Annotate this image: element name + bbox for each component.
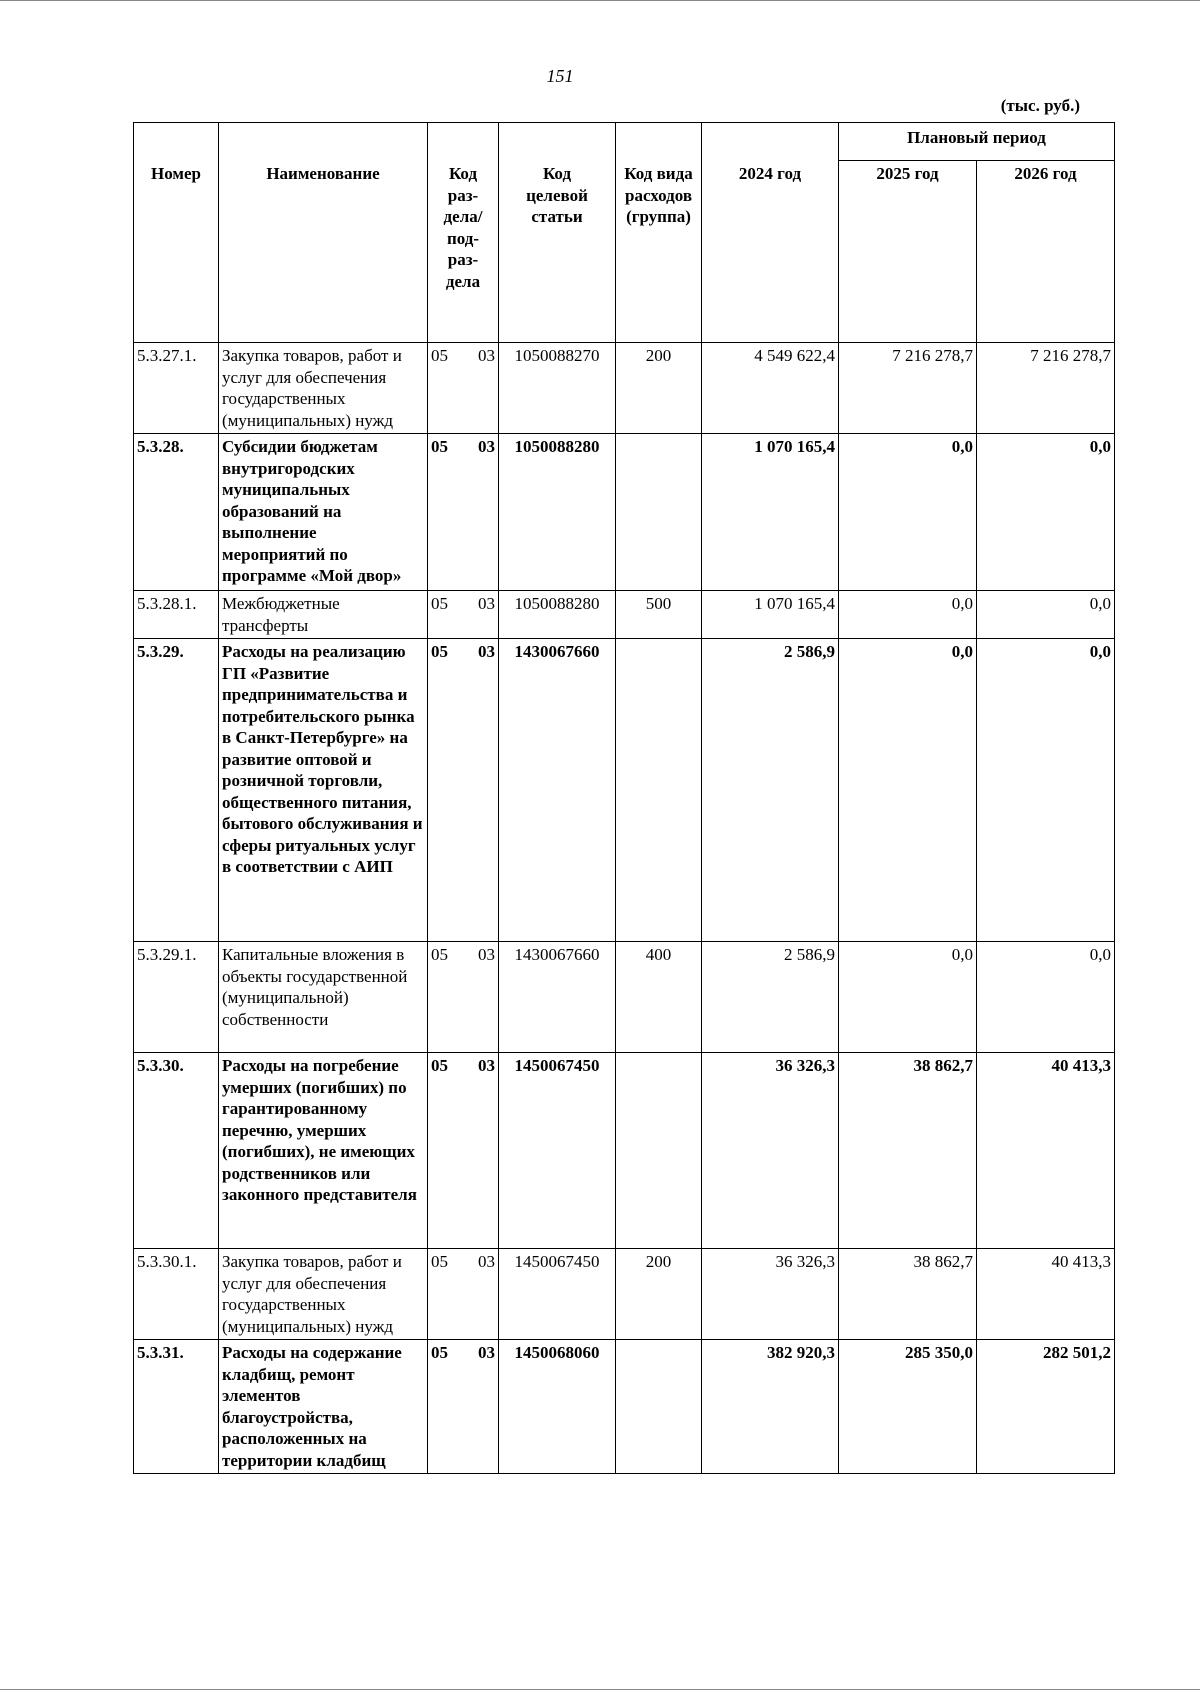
table-row [134, 591, 1115, 639]
row-value-2025: 0,0 [839, 942, 977, 1053]
table-row [134, 1053, 1115, 1249]
row-value-2026: 0,0 [977, 434, 1115, 591]
row-value-2026: 40 413,3 [977, 1249, 1115, 1340]
table-body [134, 343, 1115, 1474]
table-header [134, 123, 1115, 343]
header-2026: 2026 год [977, 161, 1115, 343]
row-name: Закупка товаров, работ и услуг для обеспечения государственных (муниципальных) нужд [219, 1249, 428, 1340]
row-section-code [428, 343, 499, 434]
header-expense-type: Код вида расходов (группа) [616, 123, 702, 343]
units-label: (тыс. руб.) [1000, 96, 1080, 115]
row-subsection: 03 [478, 346, 495, 365]
row-target-code: 1450067450 [499, 1249, 616, 1340]
row-number: 5.3.28. [134, 434, 219, 591]
scan-top-edge [0, 0, 1200, 1]
row-value-2024: 36 326,3 [702, 1053, 839, 1249]
header-number: Номер [134, 123, 219, 343]
budget-table [133, 122, 1115, 1474]
row-value-2025: 38 862,7 [839, 1053, 977, 1249]
row-subsection: 03 [478, 1252, 495, 1271]
row-target-code: 1050088280 [499, 434, 616, 591]
row-name: Закупка товаров, работ и услуг для обеспечения государственных (муниципальных) нужд [219, 343, 428, 434]
header-2024: 2024 год [702, 123, 839, 343]
row-value-2026: 0,0 [977, 942, 1115, 1053]
row-expense-type [616, 1053, 702, 1249]
row-target-code: 1050088280 [499, 591, 616, 639]
row-value-2025: 285 350,0 [839, 1340, 977, 1474]
header-target-code: Код целевой статьи [499, 123, 616, 343]
row-section: 05 [431, 437, 448, 456]
row-value-2024: 1 070 165,4 [702, 591, 839, 639]
row-value-2024: 36 326,3 [702, 1249, 839, 1340]
row-value-2025: 7 216 278,7 [839, 343, 977, 434]
row-section-code [428, 591, 499, 639]
row-value-2025: 0,0 [839, 639, 977, 942]
row-value-2025: 0,0 [839, 434, 977, 591]
header-planned-period: Плановый период [839, 123, 1115, 161]
row-value-2024: 382 920,3 [702, 1340, 839, 1474]
row-name: Капитальные вложения в объекты государственной (муниципальной) собственности [219, 942, 428, 1053]
row-value-2024: 2 586,9 [702, 942, 839, 1053]
row-section-code [428, 434, 499, 591]
row-section-code [428, 1053, 499, 1249]
row-expense-type: 200 [616, 1249, 702, 1340]
row-name: Субсидии бюджетам внутригородских муниципальных образований на выполнение мероприятий по программе «Мой двор» [219, 434, 428, 591]
row-number: 5.3.29. [134, 639, 219, 942]
row-value-2024: 1 070 165,4 [702, 434, 839, 591]
table-row [134, 1340, 1115, 1474]
table-row [134, 434, 1115, 591]
row-expense-type [616, 639, 702, 942]
row-section: 05 [431, 1056, 448, 1075]
row-section-code [428, 1340, 499, 1474]
row-value-2026: 0,0 [977, 591, 1115, 639]
row-expense-type: 400 [616, 942, 702, 1053]
page-number: 151 [546, 66, 574, 86]
row-subsection: 03 [478, 594, 495, 613]
row-value-2024: 2 586,9 [702, 639, 839, 942]
row-value-2026: 0,0 [977, 639, 1115, 942]
row-number: 5.3.30. [134, 1053, 219, 1249]
table-row [134, 343, 1115, 434]
row-value-2025: 38 862,7 [839, 1249, 977, 1340]
row-section-code [428, 639, 499, 942]
row-value-2026: 282 501,2 [977, 1340, 1115, 1474]
row-value-2026: 7 216 278,7 [977, 343, 1115, 434]
header-name: Наименование [219, 123, 428, 343]
row-section-code [428, 1249, 499, 1340]
row-target-code: 1450068060 [499, 1340, 616, 1474]
row-section: 05 [431, 1343, 448, 1362]
row-number: 5.3.29.1. [134, 942, 219, 1053]
row-number: 5.3.28.1. [134, 591, 219, 639]
row-section-code [428, 942, 499, 1053]
row-section: 05 [431, 945, 448, 964]
row-subsection: 03 [478, 945, 495, 964]
row-section: 05 [431, 594, 448, 613]
row-section: 05 [431, 1252, 448, 1271]
row-number: 5.3.31. [134, 1340, 219, 1474]
table-row [134, 942, 1115, 1053]
row-subsection: 03 [478, 642, 495, 661]
row-name: Расходы на реализацию ГП «Развитие предпринимательства и потребительского рынка в Санкт-Петербурге» на развитие оптовой и розничной торговли, общественного питания, бытового обслуживания и сферы ритуальных услуг в соответствии с АИП [219, 639, 428, 942]
row-expense-type: 200 [616, 343, 702, 434]
row-subsection: 03 [478, 437, 495, 456]
row-target-code: 1430067660 [499, 639, 616, 942]
row-name: Расходы на погребение умерших (погибших) по гарантированному перечню, умерших (погибших), не имеющих родственников или законного представителя [219, 1053, 428, 1249]
row-expense-type: 500 [616, 591, 702, 639]
header-2025: 2025 год [839, 161, 977, 343]
row-expense-type [616, 434, 702, 591]
row-target-code: 1450067450 [499, 1053, 616, 1249]
scan-bottom-edge [0, 1689, 1200, 1690]
row-target-code: 1430067660 [499, 942, 616, 1053]
row-target-code: 1050088270 [499, 343, 616, 434]
table-row [134, 1249, 1115, 1340]
row-subsection: 03 [478, 1056, 495, 1075]
row-subsection: 03 [478, 1343, 495, 1362]
row-name: Межбюджетные трансферты [219, 591, 428, 639]
row-section: 05 [431, 346, 448, 365]
row-number: 5.3.30.1. [134, 1249, 219, 1340]
row-value-2024: 4 549 622,4 [702, 343, 839, 434]
header-section-code: Код раз-дела/ под-раз-дела [428, 123, 499, 343]
row-value-2025: 0,0 [839, 591, 977, 639]
row-expense-type [616, 1340, 702, 1474]
table-row [134, 639, 1115, 942]
row-name: Расходы на содержание кладбищ, ремонт элементов благоустройства, расположенных на территории кладбищ [219, 1340, 428, 1474]
row-number: 5.3.27.1. [134, 343, 219, 434]
row-section: 05 [431, 642, 448, 661]
row-value-2026: 40 413,3 [977, 1053, 1115, 1249]
